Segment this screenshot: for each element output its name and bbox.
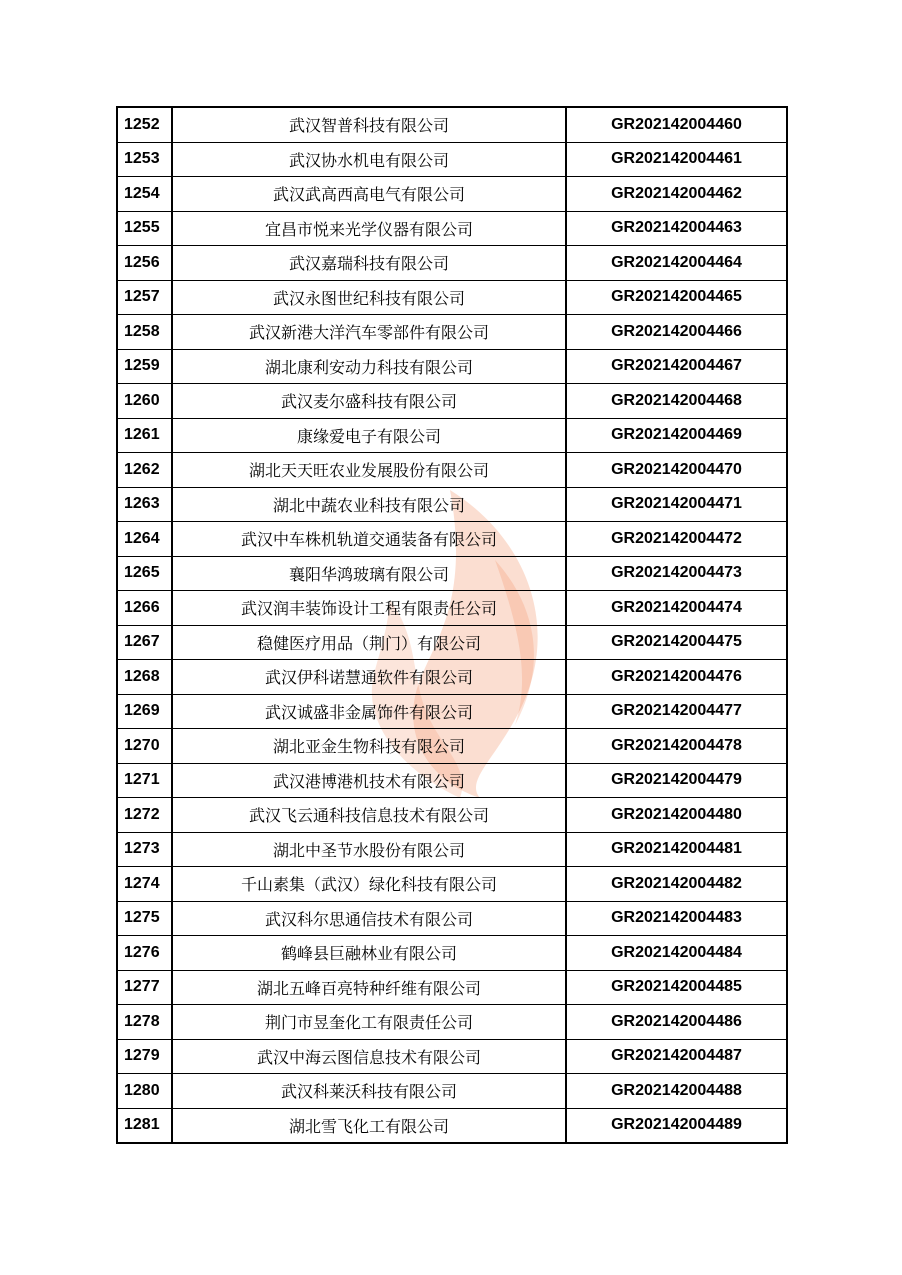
table-row [117,694,787,729]
company-name: 武汉科莱沃科技有限公司 [172,1074,566,1109]
certificate-number: GR202142004485 [566,970,787,1005]
row-number: 1279 [117,1039,172,1074]
certificate-number: GR202142004473 [566,556,787,591]
company-name: 武汉科尔思通信技术有限公司 [172,901,566,936]
company-name: 荆门市昱奎化工有限责任公司 [172,1005,566,1040]
row-number: 1257 [117,280,172,315]
certificate-number: GR202142004482 [566,867,787,902]
table-row [117,522,787,557]
certificate-number: GR202142004461 [566,142,787,177]
row-number: 1264 [117,522,172,557]
table-body [117,107,787,1143]
row-number: 1272 [117,798,172,833]
certificate-number: GR202142004483 [566,901,787,936]
company-name: 武汉润丰装饰设计工程有限责任公司 [172,591,566,626]
certificate-number: GR202142004484 [566,936,787,971]
company-name: 千山素集（武汉）绿化科技有限公司 [172,867,566,902]
table-row [117,384,787,419]
certificate-number: GR202142004466 [566,315,787,350]
certificate-number: GR202142004486 [566,1005,787,1040]
table-row [117,625,787,660]
table-row [117,142,787,177]
table-row [117,107,787,142]
company-name: 襄阳华鸿玻璃有限公司 [172,556,566,591]
table-row [117,798,787,833]
row-number: 1261 [117,418,172,453]
company-name: 武汉嘉瑞科技有限公司 [172,246,566,281]
certificate-number: GR202142004480 [566,798,787,833]
certificate-number: GR202142004462 [566,177,787,212]
certificate-number: GR202142004475 [566,625,787,660]
row-number: 1275 [117,901,172,936]
company-name: 武汉中车株机轨道交通装备有限公司 [172,522,566,557]
table-row [117,453,787,488]
table-row [117,1074,787,1109]
certificate-number: GR202142004463 [566,211,787,246]
certificate-number: GR202142004464 [566,246,787,281]
table-row [117,901,787,936]
certificate-number: GR202142004479 [566,763,787,798]
row-number: 1265 [117,556,172,591]
row-number: 1262 [117,453,172,488]
table-row [117,1039,787,1074]
row-number: 1280 [117,1074,172,1109]
table-row [117,280,787,315]
company-name: 康缘爱电子有限公司 [172,418,566,453]
company-name: 鹤峰县巨融林业有限公司 [172,936,566,971]
certificate-number: GR202142004472 [566,522,787,557]
row-number: 1277 [117,970,172,1005]
row-number: 1263 [117,487,172,522]
row-number: 1276 [117,936,172,971]
company-name: 武汉中海云图信息技术有限公司 [172,1039,566,1074]
row-number: 1256 [117,246,172,281]
table-row [117,487,787,522]
company-name: 湖北雪飞化工有限公司 [172,1108,566,1143]
company-name: 湖北康利安动力科技有限公司 [172,349,566,384]
row-number: 1255 [117,211,172,246]
row-number: 1274 [117,867,172,902]
certificate-number: GR202142004489 [566,1108,787,1143]
company-name: 武汉麦尔盛科技有限公司 [172,384,566,419]
company-name: 武汉智普科技有限公司 [172,107,566,142]
enterprise-list-table [116,106,788,1144]
certificate-number: GR202142004476 [566,660,787,695]
company-name: 武汉港博港机技术有限公司 [172,763,566,798]
row-number: 1252 [117,107,172,142]
row-number: 1281 [117,1108,172,1143]
row-number: 1268 [117,660,172,695]
company-name: 武汉永图世纪科技有限公司 [172,280,566,315]
company-name: 武汉协水机电有限公司 [172,142,566,177]
certificate-number: GR202142004469 [566,418,787,453]
table-row [117,729,787,764]
certificate-number: GR202142004465 [566,280,787,315]
table-row [117,970,787,1005]
row-number: 1266 [117,591,172,626]
row-number: 1273 [117,832,172,867]
row-number: 1270 [117,729,172,764]
certificate-number: GR202142004470 [566,453,787,488]
certificate-number: GR202142004487 [566,1039,787,1074]
row-number: 1259 [117,349,172,384]
table-row [117,867,787,902]
table-row [117,246,787,281]
row-number: 1278 [117,1005,172,1040]
company-name: 武汉伊科诺慧通软件有限公司 [172,660,566,695]
table-row [117,763,787,798]
certificate-number: GR202142004468 [566,384,787,419]
company-name: 湖北五峰百亮特种纤维有限公司 [172,970,566,1005]
table-row [117,660,787,695]
certificate-number: GR202142004478 [566,729,787,764]
row-number: 1269 [117,694,172,729]
table-row [117,1005,787,1040]
table-row [117,591,787,626]
table-row [117,349,787,384]
row-number: 1271 [117,763,172,798]
certificate-number: GR202142004467 [566,349,787,384]
table-row [117,556,787,591]
table-row [117,211,787,246]
company-name: 武汉武高西高电气有限公司 [172,177,566,212]
company-name: 湖北天天旺农业发展股份有限公司 [172,453,566,488]
company-name: 武汉新港大洋汽车零部件有限公司 [172,315,566,350]
company-name: 宜昌市悦来光学仪器有限公司 [172,211,566,246]
row-number: 1254 [117,177,172,212]
row-number: 1253 [117,142,172,177]
certificate-number: GR202142004481 [566,832,787,867]
company-name: 武汉诚盛非金属饰件有限公司 [172,694,566,729]
table-row [117,177,787,212]
table-row [117,1108,787,1143]
company-name: 湖北亚金生物科技有限公司 [172,729,566,764]
company-name: 湖北中圣节水股份有限公司 [172,832,566,867]
company-name: 武汉飞云通科技信息技术有限公司 [172,798,566,833]
certificate-number: GR202142004460 [566,107,787,142]
table-row [117,832,787,867]
company-name: 湖北中蔬农业科技有限公司 [172,487,566,522]
row-number: 1267 [117,625,172,660]
table-row [117,315,787,350]
table-row [117,936,787,971]
certificate-number: GR202142004488 [566,1074,787,1109]
row-number: 1260 [117,384,172,419]
certificate-number: GR202142004477 [566,694,787,729]
row-number: 1258 [117,315,172,350]
table-row [117,418,787,453]
company-name: 稳健医疗用品（荆门）有限公司 [172,625,566,660]
certificate-number: GR202142004471 [566,487,787,522]
certificate-number: GR202142004474 [566,591,787,626]
